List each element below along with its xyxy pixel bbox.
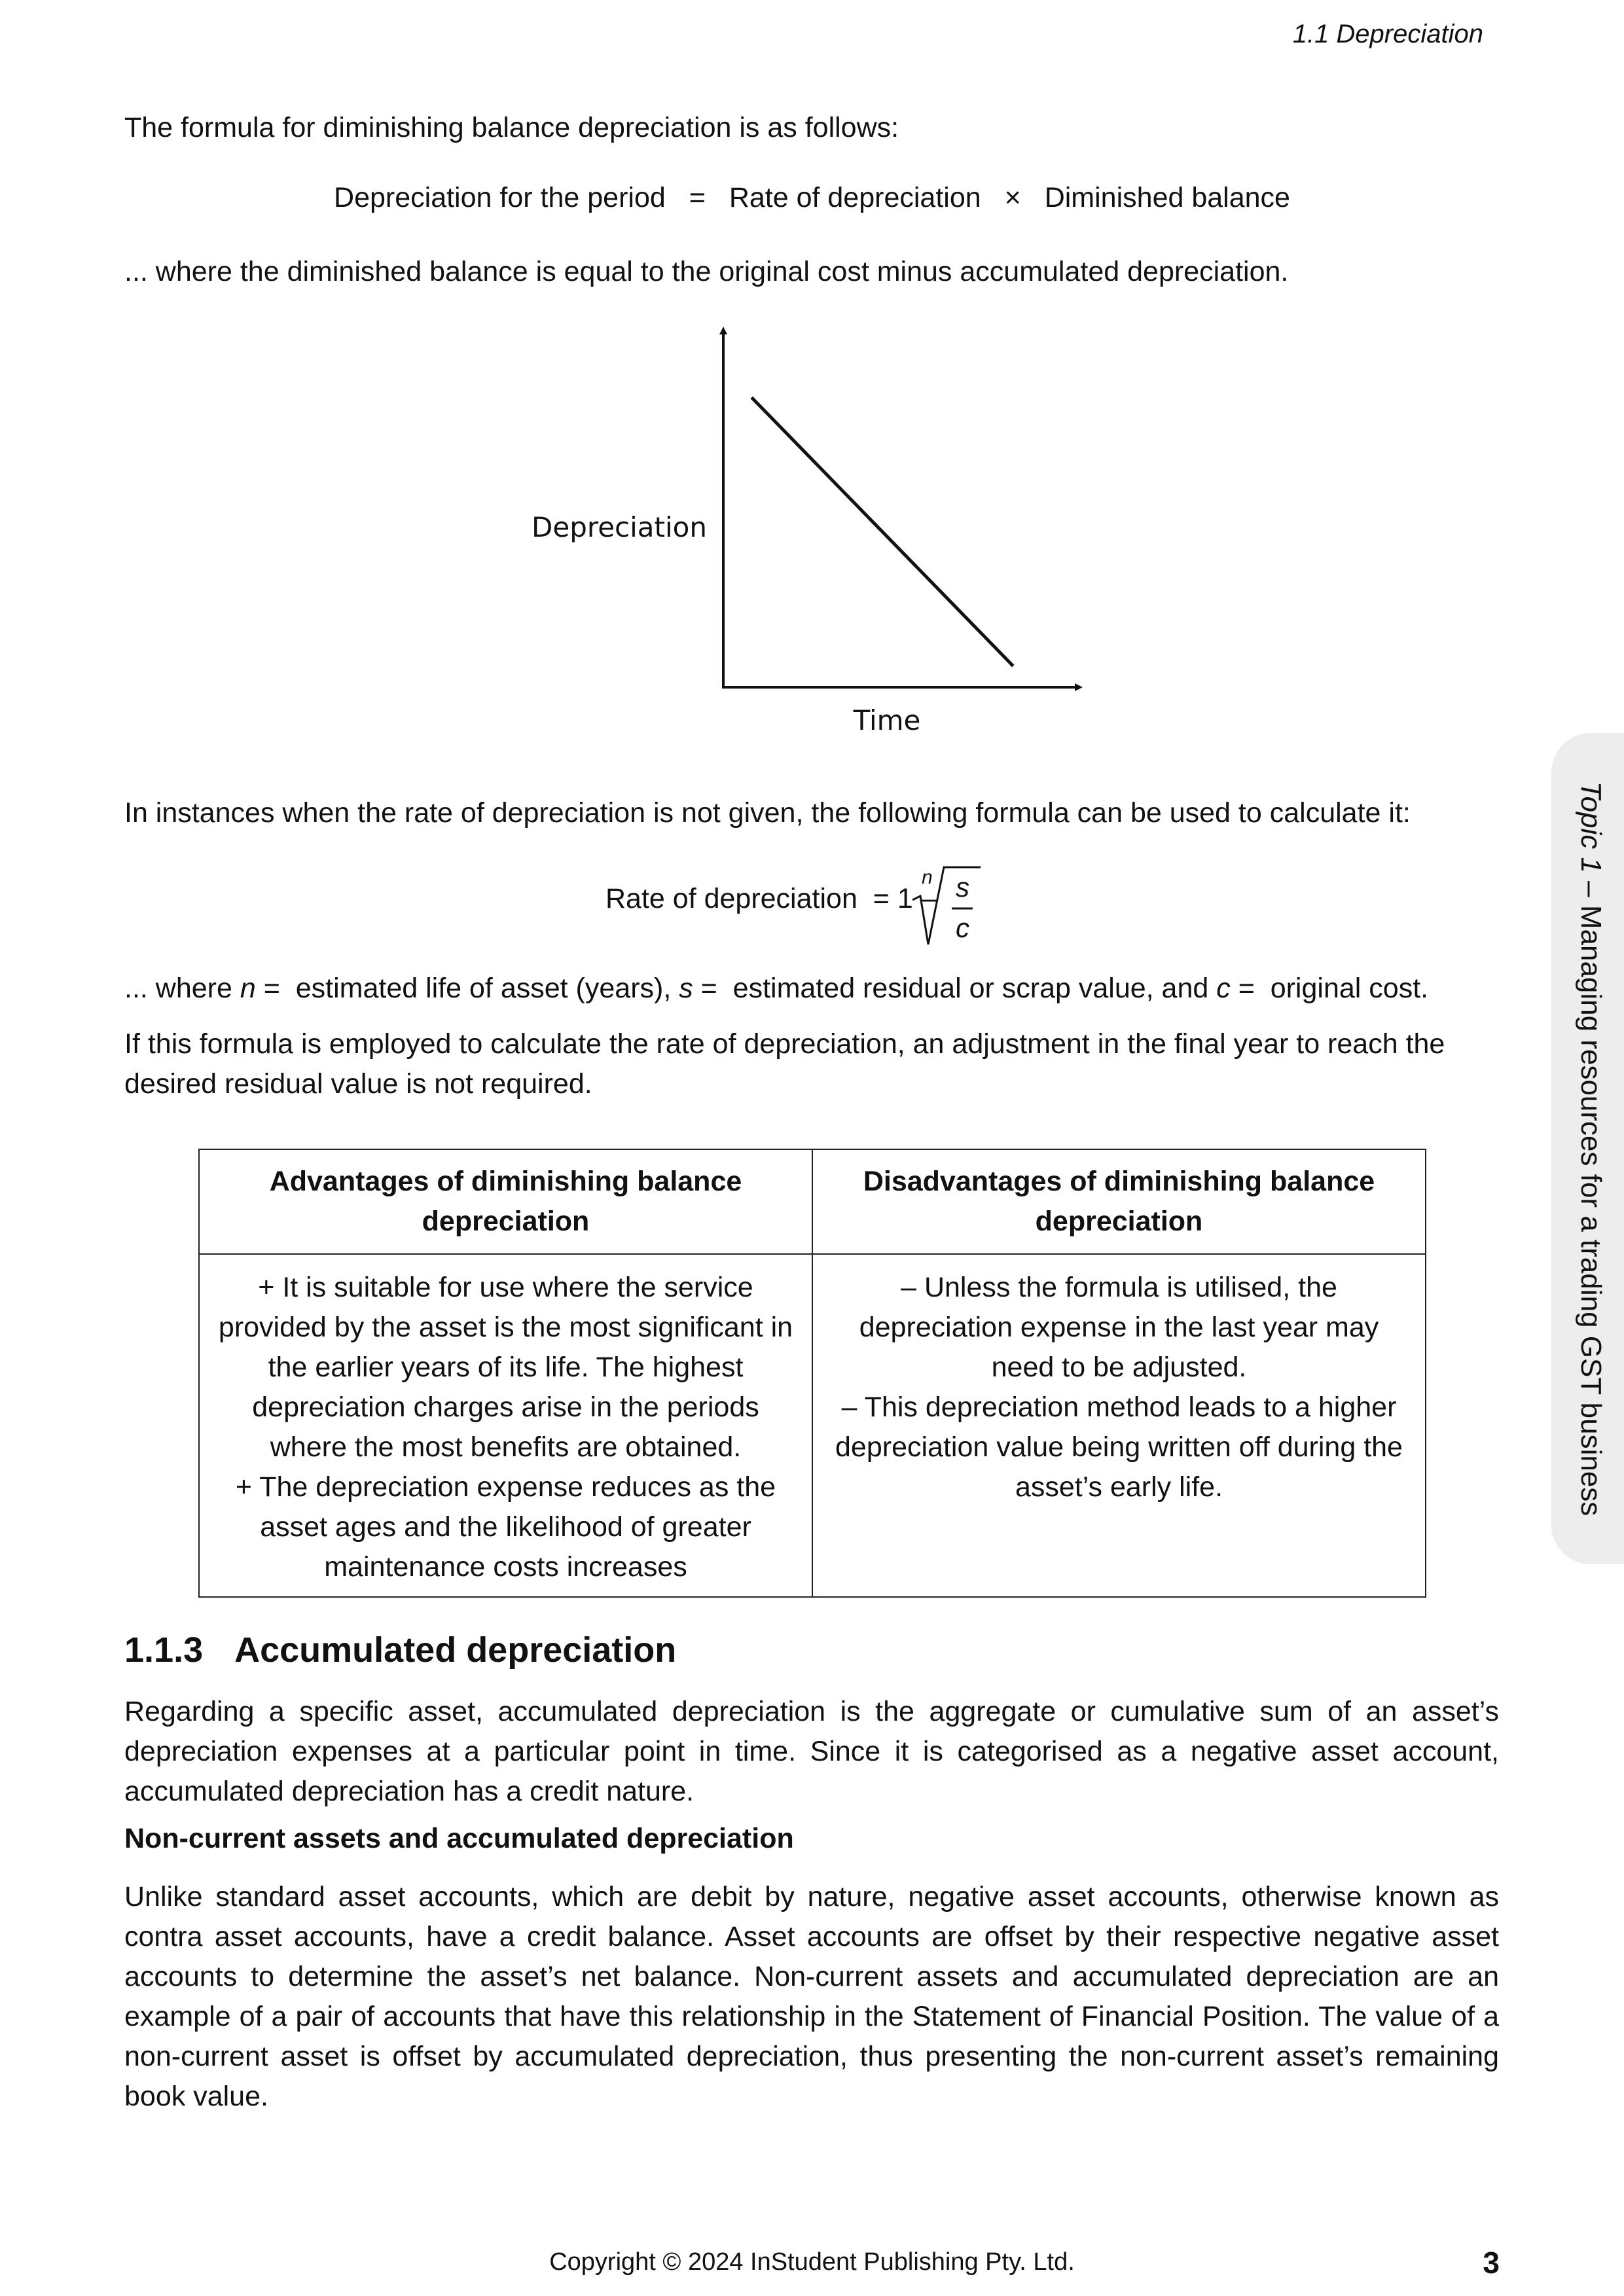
root-denominator: c bbox=[956, 912, 969, 943]
advantages-header: Advantages of diminishing balance depreciation bbox=[199, 1149, 812, 1254]
section-heading bbox=[124, 1630, 676, 1670]
y-axis-label: Depreciation bbox=[532, 511, 707, 543]
depreciation-chart bbox=[524, 324, 1113, 756]
disadvantages-header: Disadvantages of diminishing balance depreciation bbox=[812, 1149, 1426, 1254]
intro-paragraph: The formula for diminishing balance depreciation is as follows: bbox=[124, 112, 899, 143]
rate-formula-equals: = 1 – bbox=[873, 883, 937, 914]
section-title: Accumulated depreciation bbox=[234, 1630, 677, 1670]
diminishing-balance-formula bbox=[0, 182, 1624, 214]
disadvantages-cell bbox=[812, 1254, 1426, 1597]
x-axis-label: Time bbox=[853, 704, 921, 736]
page-number: 3 bbox=[1483, 2246, 1500, 2280]
rate-formula-label: Rate of depreciation bbox=[605, 883, 857, 914]
non-current-assets-paragraph: Unlike standard asset accounts, which are debit by nature, negative asset accounts, otherwise known as contra asset accounts, have a credit balance. Asset accounts are offset by their respective negative asset accounts to determine the asset’s net balance. Non-current assets and accumulated depreciation are an example of a pair of accounts that have this relationship in the Statement of Financial Position. The value of a non-current asset is offset by accumulated depreciation, thus presenting the non-current asset’s remaining book value. bbox=[124, 1881, 1499, 2112]
advantage-item: + It is suitable for use where the service provided by the asset is the most significant in the earlier years of its life. The highest depreciation charges arise in the periods where the most benefits are obtained. bbox=[218, 1272, 793, 1463]
accumulated-depreciation-paragraph: Regarding a specific asset, accumulated depreciation is the aggregate or cumulative sum of an asset’s depreciation expenses at a particular point in time. Since it is categorised as a negative asset account, accumulated depreciation has a credit nature. bbox=[124, 1696, 1499, 1807]
advantages-disadvantages-table bbox=[198, 1149, 1426, 1598]
depreciation-line bbox=[751, 397, 1013, 666]
where-diminished-balance: ... where the diminished balance is equal to the original cost minus accumulated depreciation. bbox=[124, 256, 1289, 287]
if-formula-paragraph: If this formula is employed to calculate the rate of depreciation, an adjustment in the final year to reach the desired residual value is not required. bbox=[124, 1028, 1445, 1100]
disadvantage-item: – This depreciation method leads to a higher depreciation value being written off during the asset’s early life. bbox=[835, 1391, 1403, 1503]
advantages-cell bbox=[199, 1254, 812, 1597]
formula-times: × bbox=[1004, 182, 1021, 213]
formula-term-balance: Diminished balance bbox=[1044, 182, 1290, 213]
root-numerator: s bbox=[956, 872, 969, 903]
formula-equals: = bbox=[689, 182, 706, 213]
instances-paragraph: In instances when the rate of depreciation is not given, the following formula can be used to calculate it: bbox=[124, 797, 1411, 829]
topic-side-tab bbox=[1551, 733, 1624, 1564]
root-index: n bbox=[922, 867, 933, 888]
formula-left-term: Depreciation for the period bbox=[334, 182, 666, 213]
section-number: 1.1.3 bbox=[124, 1630, 204, 1670]
nth-root-symbol bbox=[903, 854, 982, 952]
where-variables: ... where n = estimated life of asset (years), s = estimated residual or scrap value, and c = original cost. bbox=[124, 973, 1429, 1004]
advantage-item: + The depreciation expense reduces as the asset ages and the likelihood of greater maintenance costs increases bbox=[235, 1471, 776, 1583]
disadvantage-item: – Unless the formula is utilised, the depreciation expense in the last year may need to be adjusted. bbox=[859, 1272, 1379, 1383]
topic-side-tab-label: Topic 1 – Managing resources for a trading GST business bbox=[1575, 781, 1607, 1516]
copyright-footer: Copyright © 2024 InStudent Publishing Pty. Ltd. bbox=[549, 2248, 1075, 2276]
subheading: Non-current assets and accumulated depreciation bbox=[124, 1823, 794, 1854]
running-header: 1.1 Depreciation bbox=[1292, 20, 1483, 48]
formula-term-rate: Rate of depreciation bbox=[729, 182, 981, 213]
